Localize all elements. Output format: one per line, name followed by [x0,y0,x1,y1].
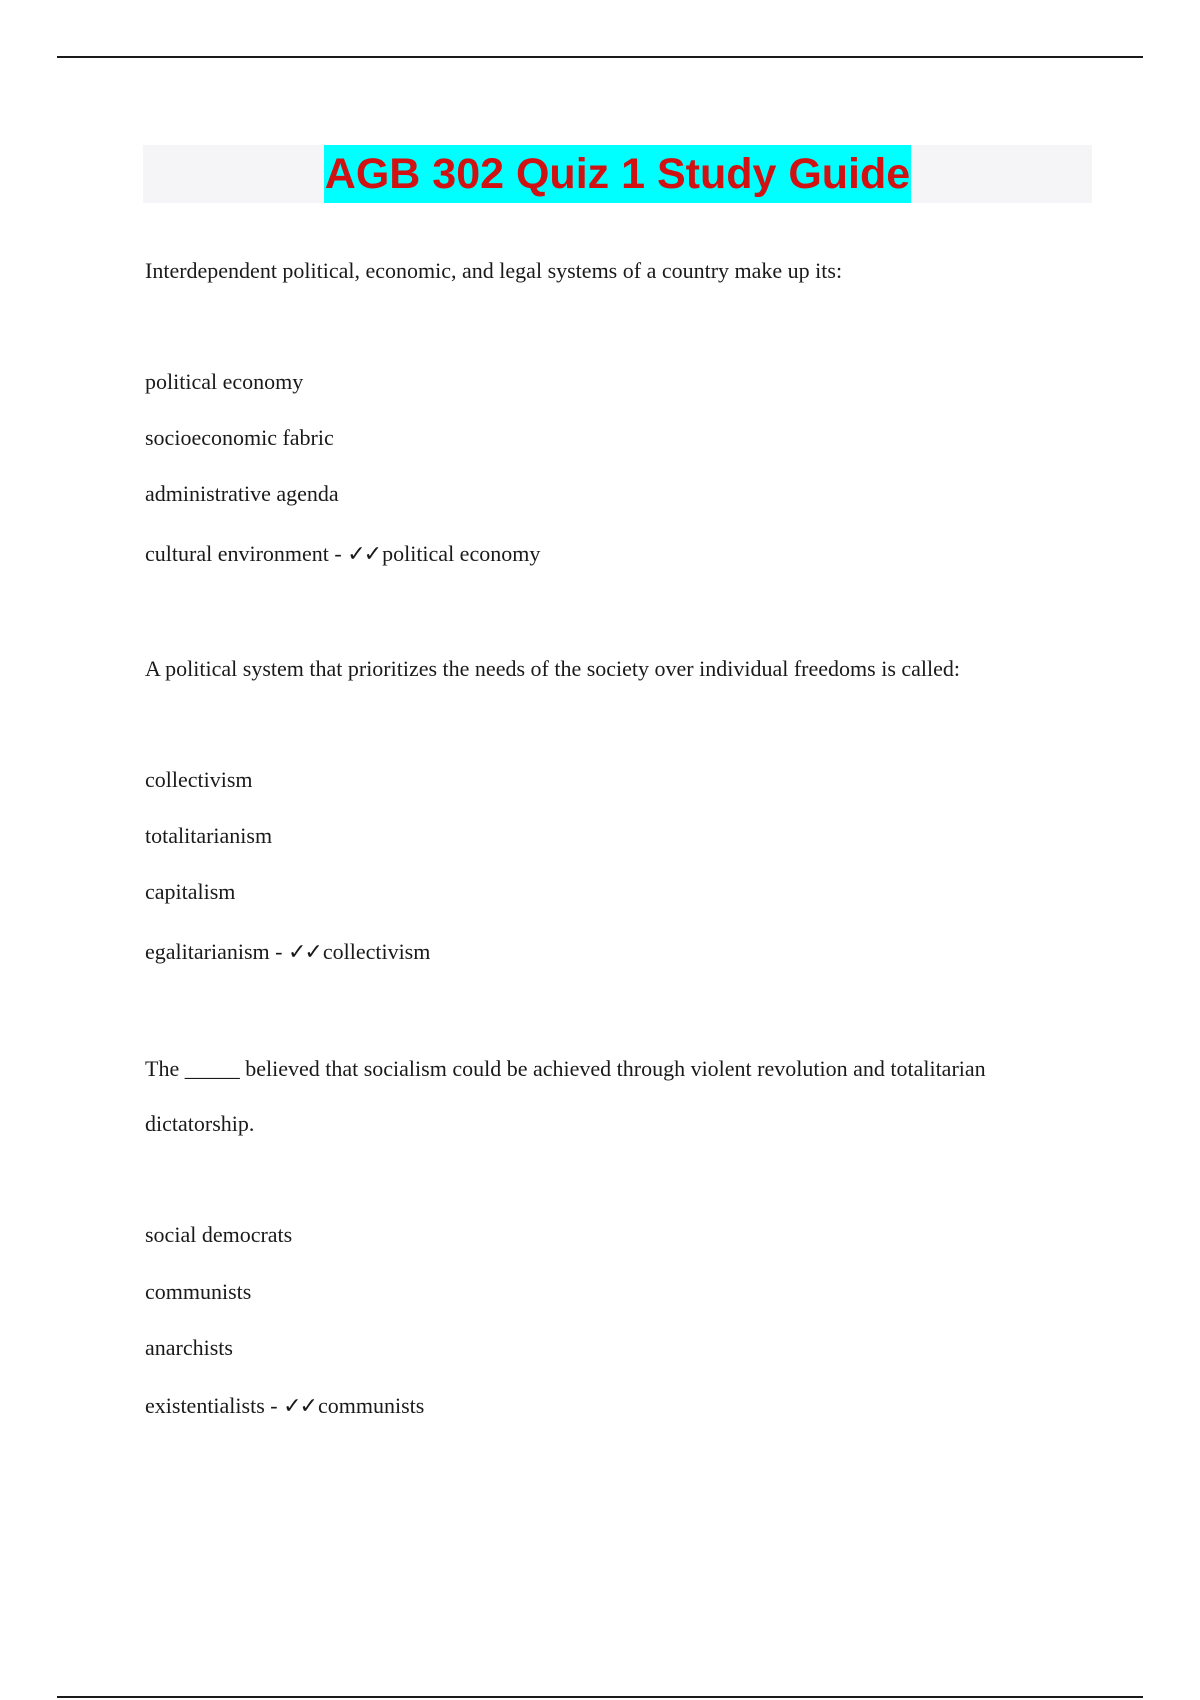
question-3-option-1: social democrats [145,1222,293,1247]
question-1-answer: political economy [382,541,541,566]
question-3-option-2: communists [145,1279,252,1304]
question-1-option-4-with-answer [145,541,540,567]
check-mark-icon: ✓✓ [287,940,321,965]
page-title: AGB 302 Quiz 1 Study Guide [324,145,911,203]
question-3-answer: communists [317,1393,425,1418]
question-3-prompt-line-2: dictatorship. [145,1111,255,1136]
question-3-prompt-line-1: The _____ believed that socialism could be achieved through violent revolution and totalitarian [145,1056,986,1081]
question-1-prompt: Interdependent political, economic, and legal systems of a country make up its: [145,258,843,283]
question-2-option-4-with-answer [145,939,430,965]
check-mark-icon: ✓✓ [347,542,381,567]
question-1-option-2: socioeconomic fabric [145,425,334,450]
question-1-option-4: cultural environment - [145,541,348,566]
question-2-option-3: capitalism [145,879,236,904]
question-1-option-1: political economy [145,369,304,394]
question-2-option-1: collectivism [145,767,253,792]
question-1-option-3: administrative agenda [145,481,339,506]
question-3-option-3: anarchists [145,1335,233,1360]
question-2-option-4: egalitarianism - [145,939,288,964]
title-banner [143,145,1092,203]
question-3-option-4: existentialists - [145,1393,284,1418]
top-rule [57,56,1143,58]
question-2-answer: collectivism [322,939,431,964]
question-2-prompt: A political system that prioritizes the needs of the society over individual freedoms is called: [145,656,961,681]
question-2-option-2: totalitarianism [145,823,273,848]
bottom-rule [57,1696,1143,1698]
check-mark-icon: ✓✓ [283,1394,316,1419]
question-3-option-4-with-answer [145,1393,424,1419]
